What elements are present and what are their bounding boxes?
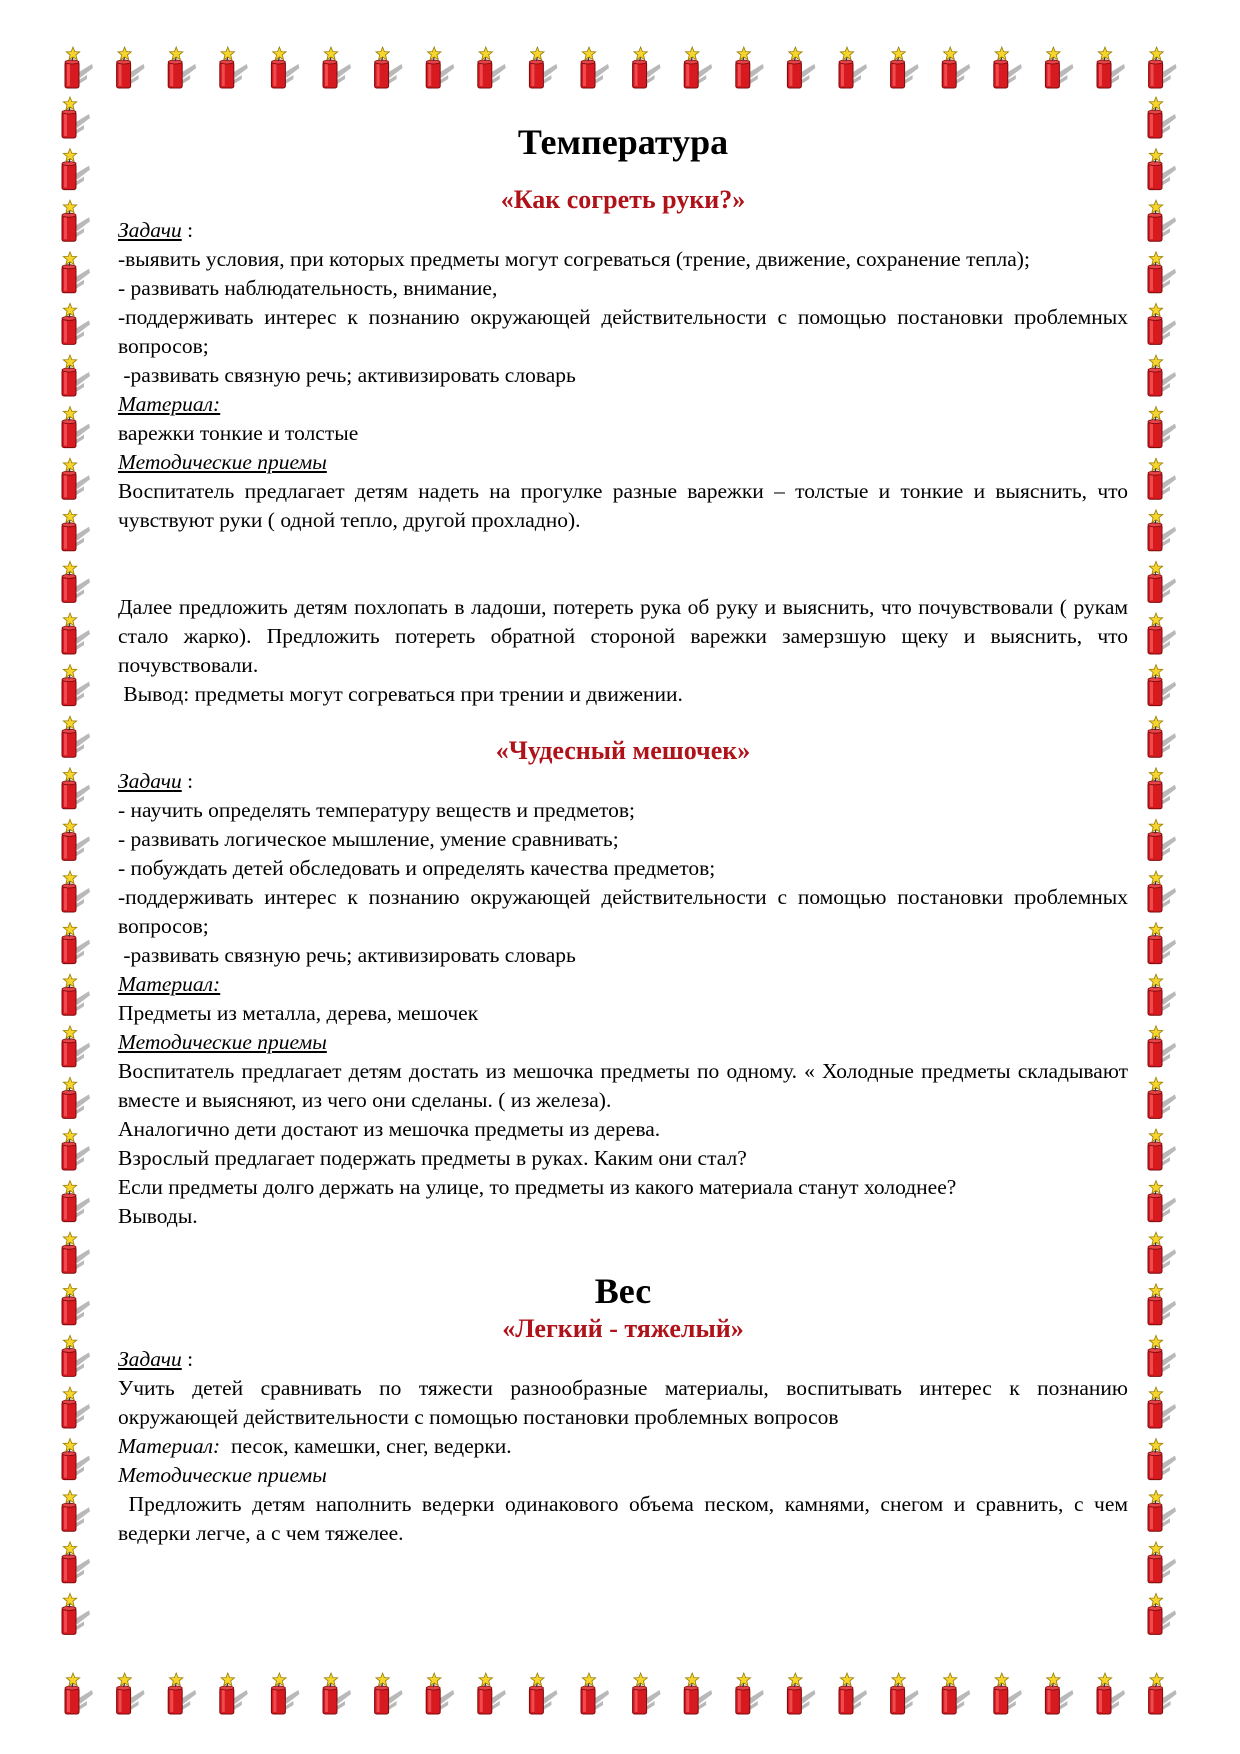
firecracker-icon xyxy=(1097,1673,1125,1714)
firecracker-icon xyxy=(1148,613,1176,654)
firecracker-icon xyxy=(62,510,90,551)
firecracker-icon xyxy=(581,1673,609,1714)
methods-label-line xyxy=(118,1461,1128,1490)
firecracker-icon xyxy=(62,407,90,448)
tasks-line: Задачи : xyxy=(118,1347,194,1371)
task-item: -развивать связную речь; активизировать словарь xyxy=(118,943,576,967)
firecracker-icon xyxy=(1148,1026,1176,1067)
firecracker-icon xyxy=(1148,665,1176,706)
firecracker-icon xyxy=(375,1673,403,1714)
firecracker-icon xyxy=(839,1673,867,1714)
firecracker-icon xyxy=(787,1673,815,1714)
method-paragraph: Взрослый предлагает подержать предметы в руках. Каким они стал? xyxy=(118,1146,747,1170)
firecracker-icon xyxy=(1148,1181,1176,1222)
firecracker-icon xyxy=(1148,510,1176,551)
material-line xyxy=(118,1432,1128,1461)
firecracker-icon xyxy=(271,47,299,88)
task-item: - развивать логическое мышление, умение сравнивать; xyxy=(118,827,619,851)
firecracker-icon xyxy=(375,47,403,88)
firecracker-icon xyxy=(62,613,90,654)
firecracker-icon xyxy=(1148,200,1176,241)
firecracker-icon xyxy=(787,47,815,88)
material-text: Предметы из металла, дерева, мешочек xyxy=(118,1001,479,1025)
firecracker-icon xyxy=(220,1673,248,1714)
firecracker-icon xyxy=(62,1335,90,1376)
firecracker-icon xyxy=(839,47,867,88)
firecracker-icon xyxy=(62,200,90,241)
firecracker-icon xyxy=(271,1673,299,1714)
tasks-label: Задачи xyxy=(118,1347,182,1371)
firecracker-icon xyxy=(62,561,90,602)
conclusion-text: Выводы. xyxy=(118,1204,198,1228)
firecracker-icon xyxy=(1148,1542,1176,1583)
firecracker-icon xyxy=(1148,1387,1176,1428)
firecracker-icon xyxy=(62,1593,90,1634)
method-paragraph: Воспитатель предлагает детям достать из мешочка предметы по одному. « Холодные предметы складывают вместе и выясняют, из чего они сделаны. ( из железа). xyxy=(118,1059,1128,1112)
firecracker-icon xyxy=(942,1673,970,1714)
method-paragraph: Далее предложить детям похлопать в ладоши, потереть рука об руку и выяснить, что почувствовали ( рукам стало жарко). Предложить потереть обратной стороной варежки замерзшую щеку и выяснить, что почувствовали. xyxy=(118,595,1128,677)
firecracker-icon xyxy=(478,47,506,88)
firecracker-icon xyxy=(62,303,90,344)
firecracker-icon xyxy=(1148,1335,1176,1376)
tasks-line: Задачи : xyxy=(118,218,194,242)
task-item: -развивать связную речь; активизировать словарь xyxy=(118,363,576,387)
firecracker-icon xyxy=(1148,1490,1176,1531)
firecracker-icon xyxy=(62,871,90,912)
firecracker-icon xyxy=(323,1673,351,1714)
method-paragraph: Воспитатель предлагает детям надеть на прогулке разные варежки – толстые и тонкие и выяснить, что чувствуют руки ( одной тепло, другой прохладно). xyxy=(118,479,1128,532)
firecracker-icon xyxy=(891,47,919,88)
conclusion-text: Вывод: предметы могут согреваться при трении и движении. xyxy=(118,682,683,706)
firecracker-icon xyxy=(62,1181,90,1222)
firecracker-icon xyxy=(62,923,90,964)
firecracker-icon xyxy=(1148,1129,1176,1170)
firecracker-icon xyxy=(581,47,609,88)
firecracker-icon xyxy=(1148,561,1176,602)
material-text: варежки тонкие и толстые xyxy=(118,421,359,445)
firecracker-icon xyxy=(1148,355,1176,396)
firecracker-icon xyxy=(633,47,661,88)
material-label: Материал: xyxy=(118,392,221,416)
methods-label-line xyxy=(118,448,1128,477)
firecracker-icon xyxy=(62,768,90,809)
material-label-line xyxy=(118,390,1128,419)
firecracker-icon xyxy=(426,1673,454,1714)
firecracker-icon xyxy=(736,1673,764,1714)
firecracker-icon xyxy=(1148,974,1176,1015)
firecracker-icon xyxy=(117,1673,145,1714)
firecracker-icon xyxy=(62,1026,90,1067)
firecracker-icon xyxy=(62,149,90,190)
section-heading-weight: Вес xyxy=(594,1271,652,1311)
firecracker-icon xyxy=(1148,923,1176,964)
method-paragraph: Предложить детям наполнить ведерки одинакового объема песком, камнями, снегом и сравнить, с чем ведерки легче, а с чем тяжелее. xyxy=(118,1492,1134,1545)
firecracker-icon xyxy=(1148,1593,1176,1634)
firecracker-icon xyxy=(1148,871,1176,912)
firecracker-icon xyxy=(1148,1439,1176,1480)
firecracker-icon xyxy=(62,458,90,499)
firecracker-icon xyxy=(62,1284,90,1325)
firecracker-icon xyxy=(1148,407,1176,448)
firecracker-icon xyxy=(994,47,1022,88)
firecracker-icon xyxy=(1148,1232,1176,1273)
firecracker-icon xyxy=(891,1673,919,1714)
firecracker-icon xyxy=(1149,47,1177,88)
firecracker-icon xyxy=(168,47,196,88)
firecracker-icon xyxy=(1097,47,1125,88)
firecracker-icon xyxy=(426,47,454,88)
firecracker-icon xyxy=(62,1387,90,1428)
firecracker-icon xyxy=(62,355,90,396)
firecracker-icon xyxy=(1148,97,1176,138)
task-item: -выявить условия, при которых предметы могут согреваться (трение, движение, сохранение тепла); xyxy=(118,247,1030,271)
method-paragraph: Если предметы долго держать на улице, то предметы из какого материала станут холоднее? xyxy=(118,1175,957,1199)
firecracker-icon xyxy=(633,1673,661,1714)
methods-label: Методические приемы xyxy=(118,450,327,474)
experiment-title: «Чудесный мешочек» xyxy=(495,736,751,765)
firecracker-icon xyxy=(62,716,90,757)
task-item: -поддерживать интерес к познанию окружающей действительности с помощью постановки проблемных вопросов; xyxy=(118,885,1128,938)
firecracker-icon xyxy=(168,1673,196,1714)
material-text: песок, камешки, снег, ведерки. xyxy=(220,1434,512,1458)
firecracker-icon xyxy=(736,47,764,88)
firecracker-icon xyxy=(62,665,90,706)
firecracker-icon xyxy=(1148,768,1176,809)
experiment-title: «Как согреть руки?» xyxy=(500,185,746,214)
method-paragraph: Аналогично дети достают из мешочка предметы из дерева. xyxy=(118,1117,661,1141)
firecracker-icon xyxy=(62,1490,90,1531)
firecracker-icon xyxy=(62,1542,90,1583)
firecracker-icon xyxy=(65,1673,93,1714)
firecracker-icon xyxy=(323,47,351,88)
firecracker-icon xyxy=(62,252,90,293)
firecracker-icon xyxy=(62,974,90,1015)
firecracker-icon xyxy=(1148,303,1176,344)
tasks-text: Учить детей сравнивать по тяжести разнообразные материалы, воспитывать интерес к познанию окружающей действительности с помощью постановки проблемных вопросов xyxy=(118,1376,1128,1429)
firecracker-icon xyxy=(1148,1284,1176,1325)
firecracker-icon xyxy=(684,47,712,88)
experiment-title: «Легкий - тяжелый» xyxy=(502,1314,744,1343)
firecracker-icon xyxy=(529,1673,557,1714)
firecracker-icon xyxy=(1148,252,1176,293)
firecracker-icon xyxy=(1148,819,1176,860)
task-item: -поддерживать интерес к познанию окружающей действительности с помощью постановки проблемных вопросов; xyxy=(118,305,1128,358)
methods-label-line xyxy=(118,1028,1128,1057)
section-heading-temperature: Температура xyxy=(517,122,729,162)
firecracker-icon xyxy=(1045,47,1073,88)
tasks-label: Задачи xyxy=(118,218,182,242)
firecracker-icon xyxy=(942,47,970,88)
methods-label: Методические приемы xyxy=(118,1463,327,1487)
firecracker-icon xyxy=(994,1673,1022,1714)
firecracker-icon xyxy=(220,47,248,88)
task-item: - побуждать детей обследовать и определять качества предметов; xyxy=(118,856,716,880)
firecracker-icon xyxy=(1045,1673,1073,1714)
firecracker-icon xyxy=(478,1673,506,1714)
firecracker-icon xyxy=(65,47,93,88)
firecracker-icon xyxy=(62,97,90,138)
firecracker-icon xyxy=(1148,149,1176,190)
tasks-line: Задачи : xyxy=(118,769,194,793)
firecracker-icon xyxy=(529,47,557,88)
tasks-label: Задачи xyxy=(118,769,182,793)
document-body xyxy=(118,112,1134,1548)
task-item: - научить определять температуру веществ и предметов; xyxy=(118,798,635,822)
firecracker-icon xyxy=(1148,1077,1176,1118)
task-item: - развивать наблюдательность, внимание, xyxy=(118,276,498,300)
firecracker-icon xyxy=(1149,1673,1177,1714)
material-label-line xyxy=(118,970,1128,999)
firecracker-icon xyxy=(684,1673,712,1714)
material-label: Материал: xyxy=(118,972,221,996)
firecracker-icon xyxy=(62,819,90,860)
firecracker-icon xyxy=(62,1439,90,1480)
methods-label: Методические приемы xyxy=(118,1030,327,1054)
firecracker-icon xyxy=(62,1232,90,1273)
firecracker-icon xyxy=(1148,716,1176,757)
material-label: Материал: xyxy=(118,1434,221,1458)
firecracker-icon xyxy=(1148,458,1176,499)
firecracker-icon xyxy=(62,1129,90,1170)
firecracker-icon xyxy=(117,47,145,88)
firecracker-icon xyxy=(62,1077,90,1118)
